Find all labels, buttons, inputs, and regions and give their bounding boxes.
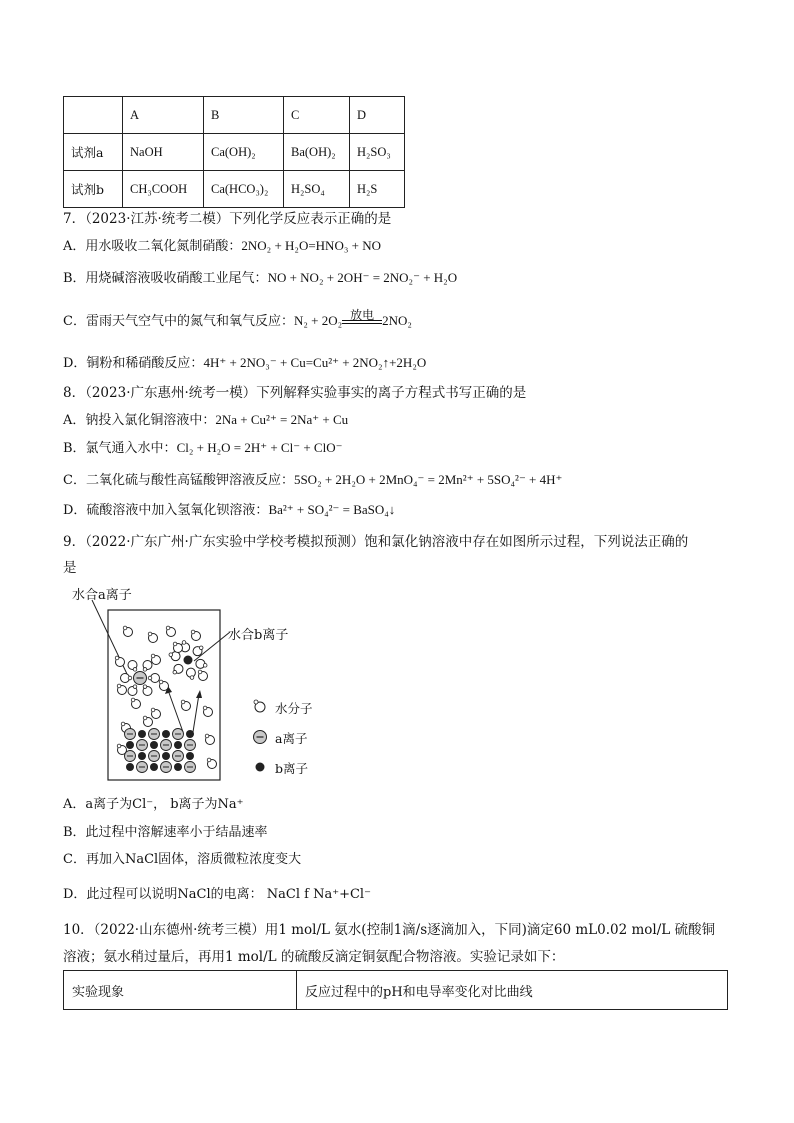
q8-option-b[interactable] [63,437,342,456]
water-molecule [128,661,137,672]
water-molecule [143,661,152,672]
water-molecule [123,626,132,636]
water-molecule [143,716,152,726]
table-header-cell: C [284,97,350,134]
table-cell: H₂S [350,171,405,208]
q7-option-a[interactable] [63,235,381,254]
water-molecule [115,656,124,666]
q8-option-d[interactable] [63,499,395,518]
dissolve-arrow-head [196,690,202,698]
q8-stem: 8．（2023·广东惠州·统考一模）下列解释实验事实的离子方程式书写正确的是 [63,385,527,401]
option-label: C．雷雨天气空气中的氮气和氧气反应： [63,314,294,329]
legend-water-icon [254,700,265,712]
option-label: A．钠投入氯化铜溶液中： [63,413,216,428]
water-molecule [193,646,203,656]
equation: 2Na + Cu²⁺ = 2Na⁺ + Cu [215,412,349,427]
hydrated-b-ion [184,656,193,665]
dissolve-arrow-line [168,690,183,732]
equation: Cl₂ + H₂O = 2H⁺ + Cl⁻ + ClO⁻ [176,440,343,455]
q9-stem-line1: 9．（2022·广东广州·广东实验中学校考模拟预测）饱和氯化钠溶液中存在如图所示过程，下列说法正确的 [63,534,689,550]
q9-option-a[interactable]: A．a离子为Cl⁻， b离子为Na⁺ [63,797,244,812]
dissolve-arrow-line [193,694,199,732]
table-cell: H₂SO₃ [350,134,405,171]
water-molecule [203,706,212,716]
table-header-cell [64,97,123,134]
equation: Ba²⁺ + SO₄²⁻ = BaSO₄↓ [268,502,396,517]
water-molecule [196,659,207,668]
option-label: A．用水吸收二氧化氮制硝酸： [63,239,242,254]
option-label: B．用烧碱溶液吸收硝酸工业尾气： [63,271,268,286]
water-molecule [205,734,214,744]
water-molecule [151,654,160,664]
q7-stem: 7．（2023·江苏·统考二模）下列化学反应表示正确的是 [63,211,392,227]
option-label: D．铜粉和稀硝酸反应： [63,356,204,371]
lattice-b-ion [138,730,146,738]
legend-water-label: 水分子 [275,701,313,716]
water-molecule [166,626,175,636]
table-cell: CH₃COOH [123,171,204,208]
equation: NO + NO₂ + 2OH⁻ = 2NO₂⁻ + H₂O [267,270,458,285]
water-molecule [198,670,207,680]
lattice-b-ion [126,741,134,749]
lattice-b-ion [150,763,158,771]
lattice-b-ion [138,752,146,760]
q7-option-d[interactable] [63,352,426,371]
table-header-cell: 实验现象 [64,971,297,1010]
label-hydrated-b: 水合b离子 [228,628,289,643]
table-header-row [64,97,405,134]
legend-a-icon [254,731,267,744]
lattice-b-ion [162,752,170,760]
q10-stem-line2: 溶液；氨水稍过量后，再用1 mol/L 的硫酸反滴定铜氨配合物溶液。实验记录如下： [63,949,565,965]
lattice-b-ion [174,741,182,749]
table-header-cell: B [204,97,284,134]
option-label: D．硫酸溶液中加入氢氧化钡溶液： [63,503,269,518]
legend-a-label: a离子 [275,731,308,746]
table-cell: H₂SO₄ [284,171,350,208]
water-molecule [173,642,182,652]
option-label: C．二氧化硫与酸性高锰酸钾溶液反应： [63,473,294,488]
lattice-b-ion [126,763,134,771]
water-molecule [131,698,140,708]
q9-stem-line2: 是 [63,560,77,576]
reagent-table [63,96,405,208]
q9-option-d[interactable]: D．此过程可以说明NaCl的电离： NaCl f Na⁺+Cl⁻ [63,887,371,902]
q7-option-c[interactable] [63,310,412,329]
table-row [64,171,405,208]
beaker-svg [70,582,270,792]
water-molecule [191,630,200,640]
q8-option-a[interactable] [63,409,348,428]
table-header-cell: 反应过程中的pH和电导率变化对比曲线 [297,971,728,1010]
water-molecule [148,632,157,642]
table-header-row [64,971,728,1010]
water-molecule [143,685,152,696]
equation: 4H⁺ + 2NO₃⁻ + Cu=Cu²⁺ + 2NO₂↑+2H₂O [203,355,427,370]
water-molecule [159,680,168,690]
table-cell: Ca(HCO₃)₂ [204,171,284,208]
table-row [64,134,405,171]
water-molecule [169,652,180,661]
q10-stem-line1: 10．（2022·山东德州·统考三模）用1 mol/L 氨水(控制1滴/s逐滴加入，下同)滴定60 mL0.02 mol/L 硫酸铜 [63,922,716,938]
water-molecule [128,685,137,696]
table-header-cell: D [350,97,405,134]
equation: 5SO₂ + 2H₂O + 2MnO₄⁻ = 2Mn²⁺ + 5SO₄²⁻ + 4H⁺ [293,472,563,487]
table-header-cell: A [123,97,204,134]
water-molecule [173,664,183,674]
water-molecule [181,700,190,710]
table-cell: 试剂a [64,134,123,171]
experiment-table [63,970,728,1010]
lattice-b-ion [174,763,182,771]
q7-option-b[interactable] [63,267,457,286]
reaction-condition: 放电 [350,308,375,322]
table-cell: Ba(OH)₂ [284,134,350,171]
equation: 2NO₂ + H₂O=HNO₃ + NO [241,238,381,253]
water-molecule [186,668,195,679]
legend-b-icon [256,763,265,772]
q8-option-c[interactable] [63,469,562,488]
lattice-b-ion [186,752,194,760]
lattice-b-ion [162,730,170,738]
equation-right: 2NO₂ [382,313,412,328]
reaction-condition-arrow [342,308,382,329]
label-hydrated-a: 水合a离子 [72,588,132,603]
water-molecule [207,758,216,768]
water-molecule [121,674,132,683]
equation-left: N₂ + 2O₂ [293,313,343,328]
table-cell: 试剂b [64,171,123,208]
water-molecule [151,708,160,718]
table-cell: NaOH [123,134,204,171]
table-cell: Ca(OH)₂ [204,134,284,171]
water-molecule [148,674,159,683]
q9-option-c[interactable]: C．再加入NaCl固体，溶质微粒浓度变大 [63,852,302,867]
lattice-b-ion [150,741,158,749]
lattice-b-ion [186,730,194,738]
nacl-lattice [125,729,196,773]
q9-option-b[interactable]: B．此过程中溶解速率小于结晶速率 [63,825,268,840]
option-label: B．氯气通入水中： [63,441,177,456]
legend-b-label: b离子 [275,761,309,776]
water-molecule [117,684,126,694]
